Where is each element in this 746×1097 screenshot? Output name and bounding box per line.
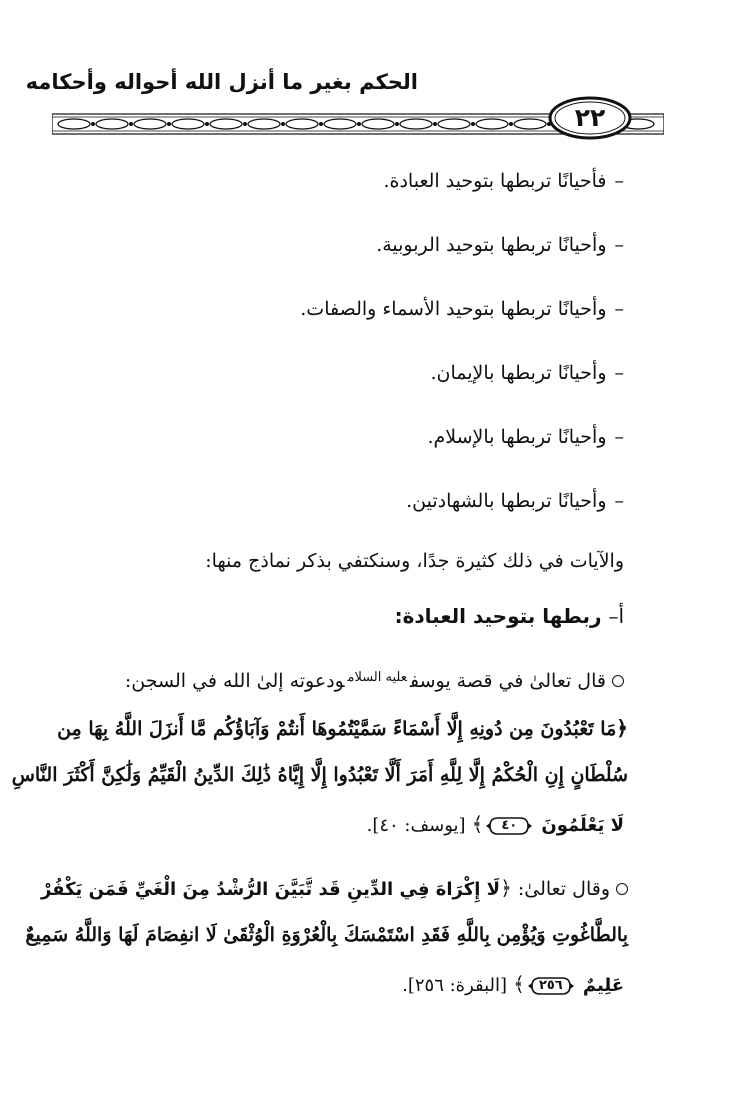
example1-intro-after: ودعوته إلىٰ الله في السجن:: [124, 670, 345, 692]
list-item: [383, 170, 624, 192]
honorific-mark: عليه السلام: [347, 670, 407, 685]
running-header-title: الحكم بغير ما أنزل الله أحواله وأحكامه: [25, 70, 418, 94]
list-item-text: وأحيانًا تربطها بالشهادتين.: [406, 490, 607, 512]
example1-verse-line-2: سُلْطَانٍ إِنِ الْحُكْمُ إِلَّا لِلَّهِ أَمَرَ أَلَّا تَعْبُدُوا إِلَّا إِيَّاهُ ذَٰلِكَ الدِّينُ الْقَيِّمُ وَلَٰكِنَّ أَكْثَرَ النَّاسِ: [11, 764, 628, 786]
example2-verse-text-1: لَا إِكْرَاهَ فِي الدِّينِ قَد تَّبَيَّنَ الرُّشْدُ مِنَ الْغَيِّ فَمَن يَكْفُرْ: [40, 879, 501, 900]
example1-intro: [125, 670, 624, 692]
ayah-number: ٢٥٦: [538, 978, 563, 993]
example1-verse-line-3: [367, 812, 624, 837]
ayah-number-marker: [528, 975, 574, 997]
example2-intro: وقال تعالىٰ:: [517, 878, 610, 900]
list-item: [430, 362, 624, 384]
list-item: [406, 490, 624, 512]
intro-paragraph: والآيات في ذلك كثيرة جدًا، وسنكتفي بذكر نماذج منها:: [205, 550, 624, 572]
list-item-text: فأحيانًا تربطها بتوحيد العبادة.: [383, 170, 607, 192]
circle-bullet-icon: [616, 883, 628, 895]
list-item-text: وأحيانًا تربطها بالإسلام.: [427, 426, 607, 448]
example2-verse-line-2: بِالطَّاغُوتِ وَيُؤْمِن بِاللَّهِ فَقَدِ اسْتَمْسَكَ بِالْعُرْوَةِ الْوُثْقَىٰ لَا انفِصَامَ لَهَا وَاللَّهُ سَمِيعٌ: [25, 924, 628, 946]
list-item: [376, 234, 624, 256]
example1-intro-before: قال تعالىٰ في قصة يوسف: [409, 670, 606, 692]
ayah-number: ٤٠: [501, 818, 518, 833]
list-dash: –: [614, 298, 624, 320]
example1-verse-line-1: [57, 716, 628, 740]
example2-verse-text-3: عَلِيمٌ: [582, 975, 624, 996]
list-dash: –: [614, 234, 624, 256]
quran-close-bracket: ﴾: [513, 972, 525, 996]
verse-reference: [يوسف: ٤٠].: [366, 815, 466, 836]
list-dash: –: [614, 426, 624, 448]
example2-line-1: [40, 876, 628, 900]
page-number: ٢٢: [574, 103, 606, 132]
list-item-text: وأحيانًا تربطها بتوحيد الربوبية.: [376, 234, 607, 256]
circle-bullet-icon: [612, 675, 624, 687]
section-letter: أ–: [608, 604, 624, 628]
section-heading: [395, 604, 624, 628]
quran-close-bracket: ﴾: [471, 812, 484, 836]
list-dash: –: [614, 170, 624, 192]
example1-verse-text-1: مَا تَعْبُدُونَ مِن دُونِهِ إِلَّا أَسْمَاءً سَمَّيْتُمُوهَا أَنتُمْ وَآبَاؤُكُم مَّا أَنزَلَ اللَّهُ بِهَا مِن: [57, 718, 617, 740]
verse-reference: [البقرة: ٢٥٦].: [402, 975, 508, 996]
quran-open-bracket: ﴿: [616, 716, 628, 740]
list-dash: –: [614, 490, 624, 512]
list-item-text: وأحيانًا تربطها بالإيمان.: [430, 362, 607, 384]
list-item: [300, 298, 624, 320]
example2-verse-line-3: [402, 972, 624, 997]
list-item-text: وأحيانًا تربطها بتوحيد الأسماء والصفات.: [300, 298, 607, 320]
example1-verse-text-3: لَا يَعْلَمُونَ: [541, 815, 624, 836]
list-dash: –: [614, 362, 624, 384]
list-item: [427, 426, 624, 448]
quran-open-bracket: ﴿: [500, 876, 512, 900]
ayah-number-marker: [486, 815, 532, 837]
section-title: ربطها بتوحيد العبادة:: [394, 604, 602, 628]
